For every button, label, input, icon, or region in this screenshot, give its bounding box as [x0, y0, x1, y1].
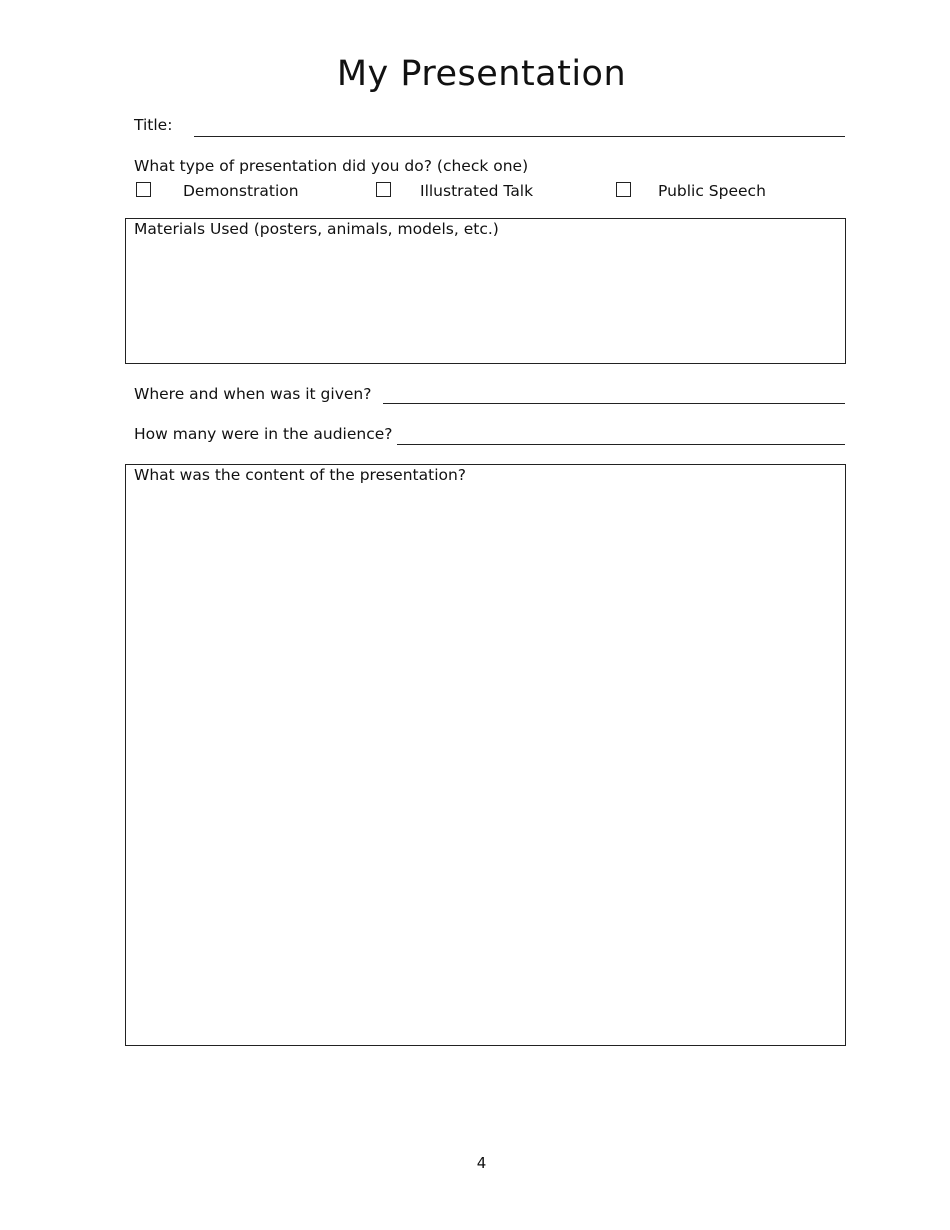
public-speech-label: Public Speech	[658, 182, 766, 200]
demonstration-checkbox[interactable]	[136, 182, 151, 197]
illustrated-talk-checkbox[interactable]	[376, 182, 391, 197]
page-title: My Presentation	[336, 54, 627, 94]
content-label: What was the content of the presentation?	[134, 466, 467, 484]
illustrated-talk-label: Illustrated Talk	[420, 182, 534, 200]
materials-box[interactable]	[125, 218, 846, 364]
audience-label: How many were in the audience?	[134, 425, 393, 443]
page-number: 4	[476, 1154, 487, 1172]
where-when-input-line[interactable]	[383, 403, 845, 404]
audience-input-line[interactable]	[397, 444, 845, 445]
title-input-line[interactable]	[194, 136, 845, 137]
materials-label: Materials Used (posters, animals, models, etc.)	[134, 220, 499, 238]
demonstration-label: Demonstration	[183, 182, 299, 200]
content-box[interactable]	[125, 464, 846, 1046]
title-label: Title:	[134, 116, 173, 134]
where-when-label: Where and when was it given?	[134, 385, 372, 403]
public-speech-checkbox[interactable]	[616, 182, 631, 197]
presentation-type-question: What type of presentation did you do? (check one)	[134, 157, 529, 175]
